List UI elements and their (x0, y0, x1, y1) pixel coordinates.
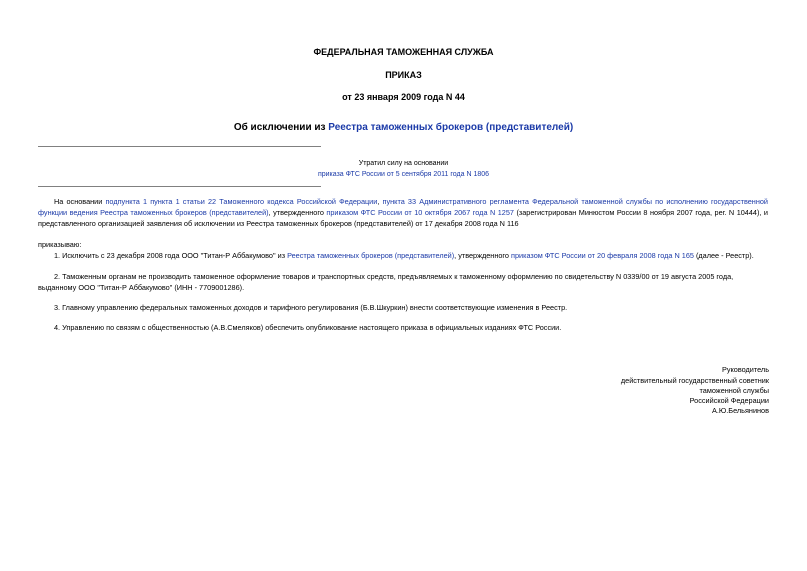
item1-text-3: (далее - Реестр). (693, 251, 754, 260)
signature-rank-3: Российской Федерации (689, 396, 769, 405)
order-item-3: 3. Главному управлению федеральных таможенных доходов и тарифного регулирования (Б.В.Шкуркин) внести соответствующие изменения в Реестр. (54, 303, 568, 312)
order-item-1 (38, 250, 768, 261)
order-165-link[interactable]: приказом ФТС России от 20 февраля 2008 года N 165 (511, 251, 694, 260)
basis-text-2: , (377, 197, 383, 206)
basis-text-3: , утвержденного (268, 208, 327, 217)
signature-rank-2: таможенной службы (699, 386, 769, 395)
document-date-number: от 23 января 2009 года N 44 (342, 92, 465, 102)
top-divider (38, 146, 321, 147)
organization-heading: ФЕДЕРАЛЬНАЯ ТАМОЖЕННАЯ СЛУЖБА (313, 47, 494, 57)
lost-force-link-line (0, 171, 807, 178)
basis-paragraph (38, 196, 768, 229)
order-1257-link[interactable]: приказом ФТС России от 10 октября 2067 года N 1257 (326, 208, 514, 217)
order-item-2: 2. Таможенным органам не производить таможенное оформление товаров и транспортных средств, предъявляемых к таможенному оформлению по свидетельству N 0339/00 от 19 августа 2005 года, выданному ООО "Титан-Р Аббакумово" (ИНН - 7709001286). (38, 272, 734, 292)
lost-force-note: Утратил силу на основании (358, 160, 449, 167)
regulation-link[interactable]: пункта 33 Административного регламента Федеральной таможенной службы по исполнению государственной функции ведения Реестра таможенных брокеров (представителей) (38, 197, 769, 217)
item1-text-2: , утвержденного (454, 251, 512, 260)
document-title (0, 122, 807, 133)
order-word: приказываю: (38, 240, 82, 249)
item1-text-1: 1. Исключить с 23 декабря 2008 года ООО "Титан-Р Аббакумово" из (54, 251, 288, 260)
signature-name: А.Ю.Бельянинов (712, 406, 769, 415)
signature-rank-1: действительный государственный советник (620, 376, 769, 385)
item1-registry-link[interactable]: Реестра таможенных брокеров (представителей) (287, 251, 455, 260)
basis-text-1: На основании (54, 197, 106, 206)
title-text: Об исключении из (233, 122, 329, 133)
title-registry-link[interactable]: Реестра таможенных брокеров (представителей) (328, 122, 574, 133)
order-item-4: 4. Управлению по связям с общественностью (А.В.Смеляков) обеспечить опубликование настоящего приказа в официальных изданиях ФТС России. (54, 323, 562, 332)
signature-title: Руководитель (721, 365, 769, 374)
customs-code-link[interactable]: подпункта 1 пункта 1 статьи 22 Таможенного кодекса Российской Федерации (105, 197, 378, 206)
bottom-divider (38, 186, 321, 187)
basis-text-4: (зарегистрирован Минюстом России 8 ноября 2007 года, рег. N 10444), и представленного организацией заявления об исключении из Реестра таможенных брокеров (представителей) от 17 декабря 2008 года N 116 (38, 208, 768, 228)
lost-force-order-link[interactable]: приказа ФТС России от 5 сентября 2011 года N 1806 (317, 171, 490, 178)
document-type-heading: ПРИКАЗ (385, 70, 422, 80)
